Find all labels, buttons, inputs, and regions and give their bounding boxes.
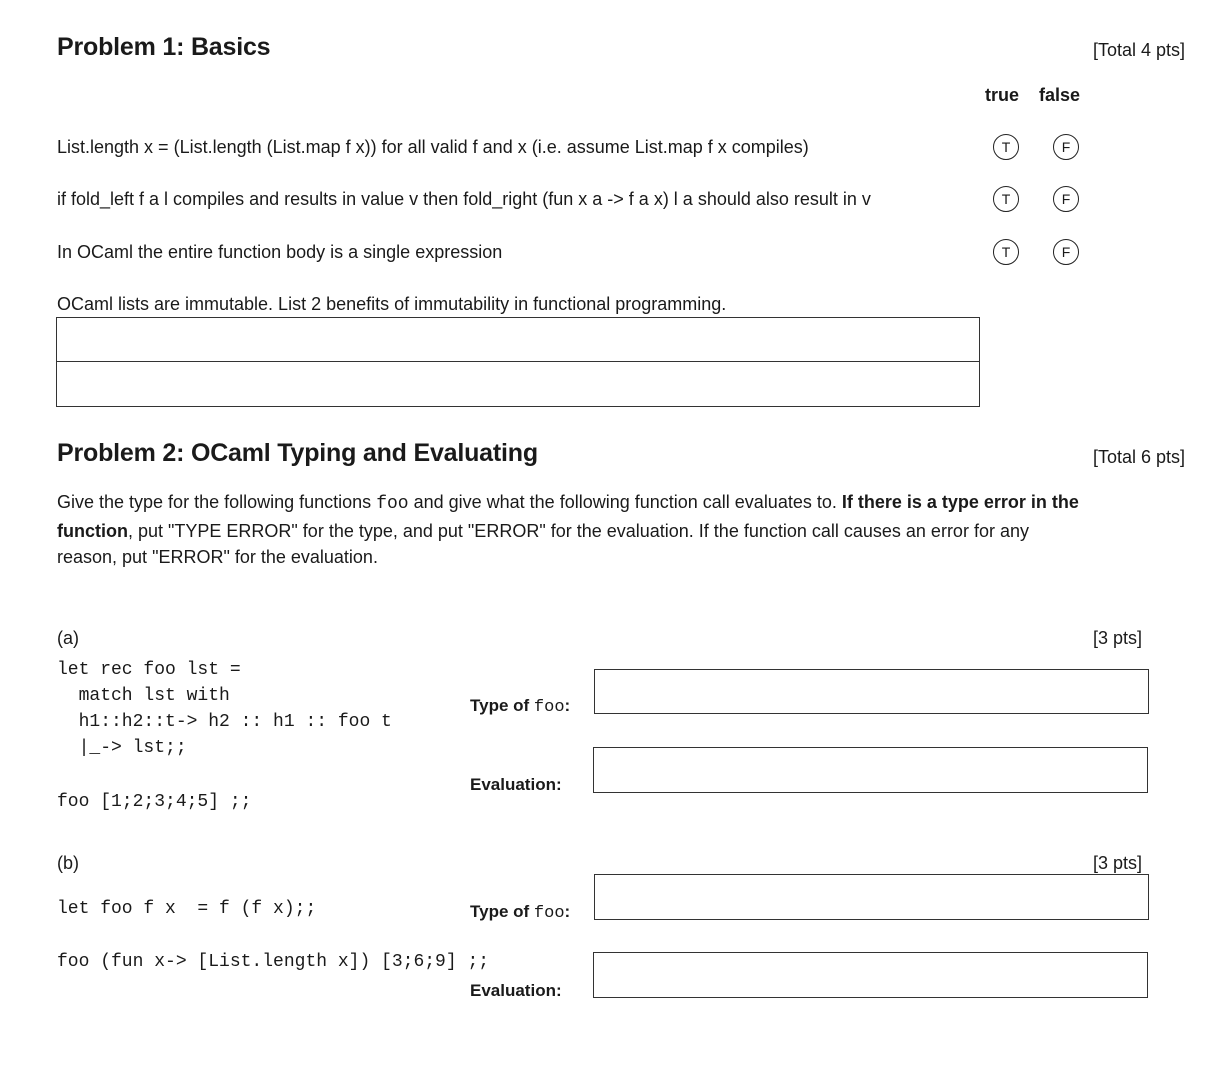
problem2-instructions: Give the type for the following functions foo and give what the following function call evaluates to. If there is a type error in the function, put "TYPE ERROR" for the type, and put "ERROR" for the evaluation. If the function call causes an error for any reason, put "ERROR" for the evaluation. bbox=[57, 492, 1079, 567]
part-b-type-input[interactable] bbox=[594, 874, 1149, 920]
part-a-label: (a) bbox=[57, 628, 79, 648]
benefit-answer-box-1[interactable] bbox=[56, 317, 980, 362]
true-option-3[interactable]: T bbox=[993, 239, 1019, 265]
inline-code-foo: foo bbox=[376, 494, 409, 514]
column-header-true: true bbox=[985, 85, 1020, 105]
immutability-question: OCaml lists are immutable. List 2 benefits of immutability in functional programming. bbox=[57, 294, 727, 314]
part-a-call: foo [1;2;3;4;5] ;; bbox=[57, 792, 252, 812]
statement-3: In OCaml the entire function body is a single expression bbox=[57, 242, 503, 262]
part-b-label: (b) bbox=[57, 853, 79, 873]
part-a-evaluation-input[interactable] bbox=[593, 747, 1148, 793]
part-b-evaluation-input[interactable] bbox=[593, 952, 1148, 998]
part-a-type-input[interactable] bbox=[594, 669, 1149, 714]
part-b-type-label: Type of foo: bbox=[470, 902, 571, 923]
false-option-2[interactable]: F bbox=[1053, 186, 1079, 212]
part-a-points: [3 pts] bbox=[1093, 628, 1143, 648]
benefit-answer-box-2[interactable] bbox=[56, 361, 980, 407]
instructions-bold: If there is a type error in the function bbox=[57, 492, 1079, 541]
part-b-points: [3 pts] bbox=[1093, 853, 1143, 873]
true-option-1[interactable]: T bbox=[993, 134, 1019, 160]
false-option-1[interactable]: F bbox=[1053, 134, 1079, 160]
true-option-2[interactable]: T bbox=[993, 186, 1019, 212]
problem1-title: Problem 1: Basics bbox=[57, 33, 271, 61]
part-a-evaluation-label: Evaluation: bbox=[470, 775, 562, 794]
problem1-total: [Total 4 pts] bbox=[1093, 40, 1186, 60]
statement-1: List.length x = (List.length (List.map f x)) for all valid f and x (i.e. assume List.map f x compiles) bbox=[57, 137, 809, 157]
problem2-title: Problem 2: OCaml Typing and Evaluating bbox=[57, 439, 538, 467]
problem2-total: [Total 6 pts] bbox=[1093, 447, 1186, 467]
statement-2: if fold_left f a l compiles and results in value v then fold_right (fun x a -> f a x) l a should also result in v bbox=[57, 189, 871, 209]
part-b-call: foo (fun x-> [List.length x]) [3;6;9] ;; bbox=[57, 952, 490, 972]
column-header-false: false bbox=[1039, 85, 1081, 105]
part-b-code: let foo f x = f (f x);; bbox=[57, 899, 317, 919]
part-b-evaluation-label: Evaluation: bbox=[470, 981, 562, 1000]
false-option-3[interactable]: F bbox=[1053, 239, 1079, 265]
part-a-code: let rec foo lst = match lst with h1::h2::t-> h2 :: h1 :: foo t |_-> lst;; bbox=[57, 660, 392, 758]
part-a-type-label: Type of foo: bbox=[470, 696, 571, 717]
